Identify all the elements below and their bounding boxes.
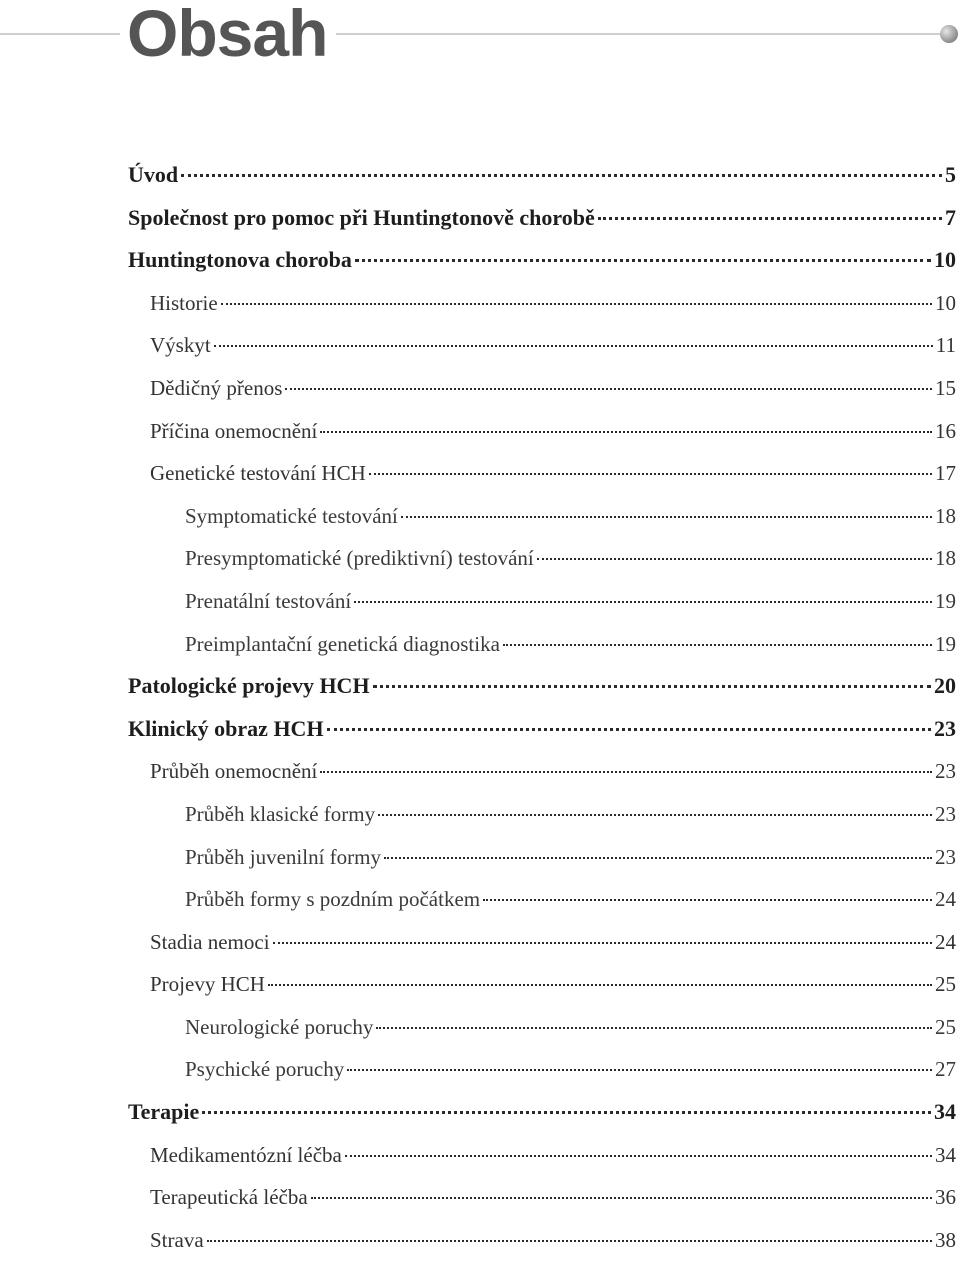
dot-leader	[320, 771, 932, 773]
toc-entry-page-number: 18	[935, 503, 956, 528]
toc-entry[interactable]	[128, 410, 956, 453]
toc-entry-page-number: 27	[935, 1057, 956, 1082]
toc-entry[interactable]	[128, 708, 956, 751]
dot-leader	[537, 558, 932, 560]
dot-leader	[483, 899, 932, 901]
toc-entry-page-number: 34	[934, 1099, 956, 1125]
toc-entry-label: Genetické testování HCH	[150, 461, 366, 486]
toc-entry-page-number: 7	[945, 204, 956, 230]
toc-entry-label: Historie	[150, 290, 218, 315]
toc-entry-page-number: 25	[935, 972, 956, 997]
toc-entry-page-number: 23	[934, 715, 956, 741]
toc-entry-label: Úvod	[128, 162, 179, 187]
toc-entry[interactable]	[128, 495, 956, 538]
toc-entry[interactable]	[128, 665, 956, 708]
toc-entry-page-number: 24	[935, 887, 956, 912]
toc-entry-label: Symptomatické testování	[185, 503, 398, 528]
dot-leader	[345, 1155, 932, 1157]
toc-entry-page-number: 18	[935, 546, 956, 571]
toc-entry[interactable]	[128, 1091, 956, 1134]
toc-entry-page-number: 34	[935, 1142, 956, 1167]
toc-entry-label: Dědičný přenos	[150, 375, 283, 400]
dot-leader	[202, 1111, 931, 1114]
toc-entry-label: Psychické poruchy	[185, 1057, 345, 1082]
dot-leader	[598, 217, 942, 220]
toc-entry-page-number: 23	[935, 844, 956, 869]
toc-entry-page-number: 24	[935, 929, 956, 954]
header-rule-right	[336, 33, 942, 35]
dot-leader	[320, 431, 932, 433]
toc-entry-page-number: 25	[935, 1014, 956, 1039]
toc-entry[interactable]	[128, 750, 956, 793]
toc-entry[interactable]	[128, 921, 956, 964]
toc-entry-page-number: 19	[935, 631, 956, 656]
toc-entry-page-number: 19	[935, 588, 956, 613]
toc-entry-page-number: 20	[934, 673, 956, 699]
dot-leader	[181, 174, 942, 177]
toc-entry[interactable]	[128, 1006, 956, 1049]
dot-leader	[354, 601, 932, 603]
dot-leader	[221, 303, 932, 305]
toc-entry-label: Průběh klasické formy	[185, 801, 376, 826]
toc-entry-page-number: 10	[934, 247, 956, 273]
dot-leader	[401, 516, 932, 518]
toc-entry-page-number: 23	[935, 759, 956, 784]
toc-entry[interactable]	[128, 239, 956, 282]
toc-entry[interactable]	[128, 367, 956, 410]
dot-leader	[207, 1240, 932, 1242]
toc-entry-page-number: 17	[935, 461, 956, 486]
toc-entry-label: Prenatální testování	[185, 588, 352, 613]
page-title: Obsah	[127, 0, 328, 70]
toc-entry[interactable]	[128, 197, 956, 240]
toc-entry[interactable]	[128, 282, 956, 325]
toc-entry-page-number: 23	[935, 801, 956, 826]
toc-entry[interactable]	[128, 154, 956, 197]
toc-entry-page-number: 38	[935, 1227, 956, 1252]
toc-entry-label: Huntingtonova choroba	[128, 247, 352, 273]
toc-entry-page-number: 36	[935, 1185, 956, 1210]
dot-leader	[384, 857, 932, 859]
toc-entry[interactable]	[128, 1176, 956, 1219]
toc-entry-label: Klinický obraz HCH	[128, 715, 324, 741]
toc-entry-page-number: 16	[935, 418, 956, 443]
toc-entry[interactable]	[128, 1219, 956, 1261]
toc-entry-label: Stadia nemoci	[150, 929, 270, 954]
toc-entry-label: Medikamentózní léčba	[150, 1142, 342, 1167]
dot-leader	[214, 345, 933, 347]
toc-entry[interactable]	[128, 452, 956, 495]
toc-entry-label: Společnost pro pomoc při Huntingtonově chorobě	[128, 204, 595, 230]
toc-entry[interactable]	[128, 836, 956, 879]
toc-entry[interactable]	[128, 580, 956, 623]
dot-leader	[273, 942, 932, 944]
toc-entry-page-number: 5	[945, 162, 956, 187]
toc-entry[interactable]	[128, 1134, 956, 1177]
toc-entry-label: Presymptomatické (prediktivní) testování	[185, 546, 534, 571]
dot-leader	[373, 685, 931, 688]
toc-entry-label: Výskyt	[150, 333, 211, 358]
toc-entry-label: Průběh formy s pozdním počátkem	[185, 887, 481, 912]
toc-entry-label: Strava	[150, 1227, 204, 1252]
dot-leader	[347, 1069, 932, 1071]
dot-leader	[503, 644, 932, 646]
table-of-contents	[128, 154, 956, 1261]
toc-entry-page-number: 15	[935, 375, 956, 400]
bullet-dot-icon	[940, 25, 958, 43]
toc-entry[interactable]	[128, 878, 956, 921]
header-rule-left	[0, 33, 120, 35]
toc-entry[interactable]	[128, 537, 956, 580]
toc-entry[interactable]	[128, 324, 956, 367]
dot-leader	[376, 1027, 932, 1029]
toc-entry[interactable]	[128, 623, 956, 666]
toc-entry-label: Patologické projevy HCH	[128, 673, 370, 699]
toc-entry-label: Neurologické poruchy	[185, 1014, 374, 1039]
dot-leader	[327, 728, 931, 731]
dot-leader	[369, 473, 932, 475]
dot-leader	[311, 1197, 932, 1199]
dot-leader	[355, 259, 931, 262]
toc-entry-page-number: 10	[935, 290, 956, 315]
page-header	[0, 0, 960, 70]
dot-leader	[378, 814, 932, 816]
toc-entry[interactable]	[128, 963, 956, 1006]
dot-leader	[285, 388, 932, 390]
toc-entry-label: Projevy HCH	[150, 972, 265, 997]
dot-leader	[268, 984, 932, 986]
toc-entry-label: Terapeutická léčba	[150, 1185, 308, 1210]
toc-entry[interactable]	[128, 793, 956, 836]
toc-entry-label: Průběh juvenilní formy	[185, 844, 381, 869]
toc-entry[interactable]	[128, 1048, 956, 1091]
toc-entry-page-number: 11	[935, 333, 956, 358]
toc-entry-label: Terapie	[128, 1099, 200, 1125]
toc-entry-label: Preimplantační genetická diagnostika	[185, 631, 500, 656]
toc-entry-label: Příčina onemocnění	[150, 418, 318, 443]
toc-entry-label: Průběh onemocnění	[150, 759, 318, 784]
